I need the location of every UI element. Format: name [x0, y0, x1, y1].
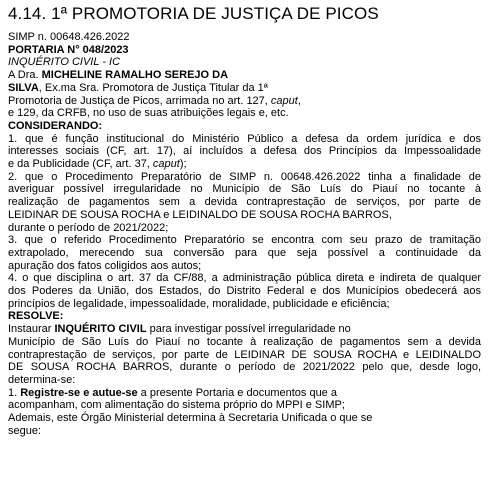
item-line: 3. que o referido Procedimento Preparatório se encontra com seu prazo de tramitação — [8, 234, 481, 247]
item-line: dos Poderes da União, dos Estados, do Distrito Federal e dos Municípios obedecerá aos — [8, 285, 481, 298]
item-line: LEIDINAR DE SOUSA ROCHA e LEIDINALDO DE SOUSA ROCHA BARROS, — [8, 208, 392, 221]
resolve-text: para investigar possível irregularidade no — [146, 323, 351, 336]
portaria-document — [8, 31, 481, 438]
registre-autue-term: Registre-se e autue-se — [20, 386, 138, 399]
resolve-line: determina-se: — [8, 373, 76, 386]
considerando-item-1 — [8, 133, 481, 171]
caput-term: caput — [270, 94, 298, 107]
resolve-text: Instaurar — [8, 323, 55, 336]
item-line: 1. que é função institucional do Ministério Público a defesa da ordem jurídica e dos — [8, 132, 481, 145]
item-line: apuração dos fatos coligidos aos autos; — [8, 259, 202, 272]
register-paragraph — [8, 387, 481, 412]
register-text: a presente Portaria e documentos que a — [137, 386, 337, 399]
intro-paragraph — [8, 69, 481, 120]
intro-text: , — [297, 94, 301, 107]
intro-text: e 129, da CRFB, no uso de suas atribuições legais e, etc. — [8, 107, 289, 120]
item-text: ); — [179, 158, 187, 171]
considerando-item-2 — [8, 171, 481, 235]
resolve-line: DE SOUSA ROCHA BARROS, durante o período de 2021/2022 pelo que, desde logo, — [8, 361, 481, 374]
ademais-line: segue: — [8, 424, 42, 437]
considerando-heading: CONSIDERANDO: — [8, 119, 103, 132]
item-line: 4. o que disciplina o art. 37 da CF/88, a administração pública direta e indireta de qualquer — [8, 272, 481, 285]
section-title: 4.14. 1ª PROMOTORIA DE JUSTIÇA DE PICOS — [8, 4, 379, 23]
portaria-number: PORTARIA N° 048/2023 — [8, 43, 129, 56]
item-line: interesses sociais (CF, art. 17), aí incluídos a defesa dos Princípios da Impessoalidade — [8, 145, 481, 158]
item-line: realização de pagamentos sem a devida contraprestação de serviços, por parte de — [8, 196, 481, 209]
register-text: 1. — [8, 386, 21, 399]
resolve-line: contraprestação de serviços, por parte de LEIDINAR DE SOUSA ROCHA e LEIDINALDO — [8, 348, 481, 361]
promotora-name: MICHELINE RAMALHO SEREJO DA — [41, 69, 229, 82]
item-line: extrapolado, merecendo sua conversão para que seja possível a continuidade da — [8, 246, 481, 259]
simp-number: SIMP n. 00648.426.2022 — [8, 31, 130, 43]
inquerito-civil-term: INQUÉRITO CIVIL — [54, 323, 147, 336]
intro-text: A Dra. — [8, 69, 42, 82]
item-text: e da Publicidade (CF, art. 37, — [8, 158, 153, 171]
considerando-item-4 — [8, 272, 481, 310]
item-line: princípios de legalidade, impessoalidade, moralidade, publicidade e eficiência; — [8, 297, 390, 310]
ademais-paragraph — [8, 412, 481, 437]
intro-text: , Ex.ma Sra. Promotora de Justiça Titular da 1ª — [38, 81, 268, 94]
resolve-paragraph — [8, 323, 481, 387]
considerando-item-3 — [8, 234, 481, 272]
resolve-line: Município de São Luís do Piauí no tocante à realização de pagamentos sem a devida — [8, 335, 481, 348]
resolve-heading: RESOLVE: — [8, 310, 64, 323]
item-line: durante o período de 2021/2022; — [8, 221, 169, 234]
item-line: averiguar possível irregularidade no Município de São Luís do Piauí no tocante à — [8, 183, 481, 196]
caput-term: caput — [152, 158, 180, 171]
ademais-line: Ademais, este Órgão Ministerial determina à Secretaria Unificada o que se — [8, 412, 373, 425]
procedure-type: INQUÉRITO CIVIL - IC — [8, 56, 121, 69]
intro-text: Promotoria de Justiça de Picos, arrimada no art. 127, — [8, 94, 271, 107]
item-line: 2. que o Procedimento Preparatório de SIMP n. 00648.426.2022 tinha a finalidade de — [8, 170, 481, 183]
register-line: acompanham, com alimentação do sistema próprio do MPPI e SIMP; — [8, 399, 345, 412]
promotora-surname: SILVA — [8, 81, 39, 94]
